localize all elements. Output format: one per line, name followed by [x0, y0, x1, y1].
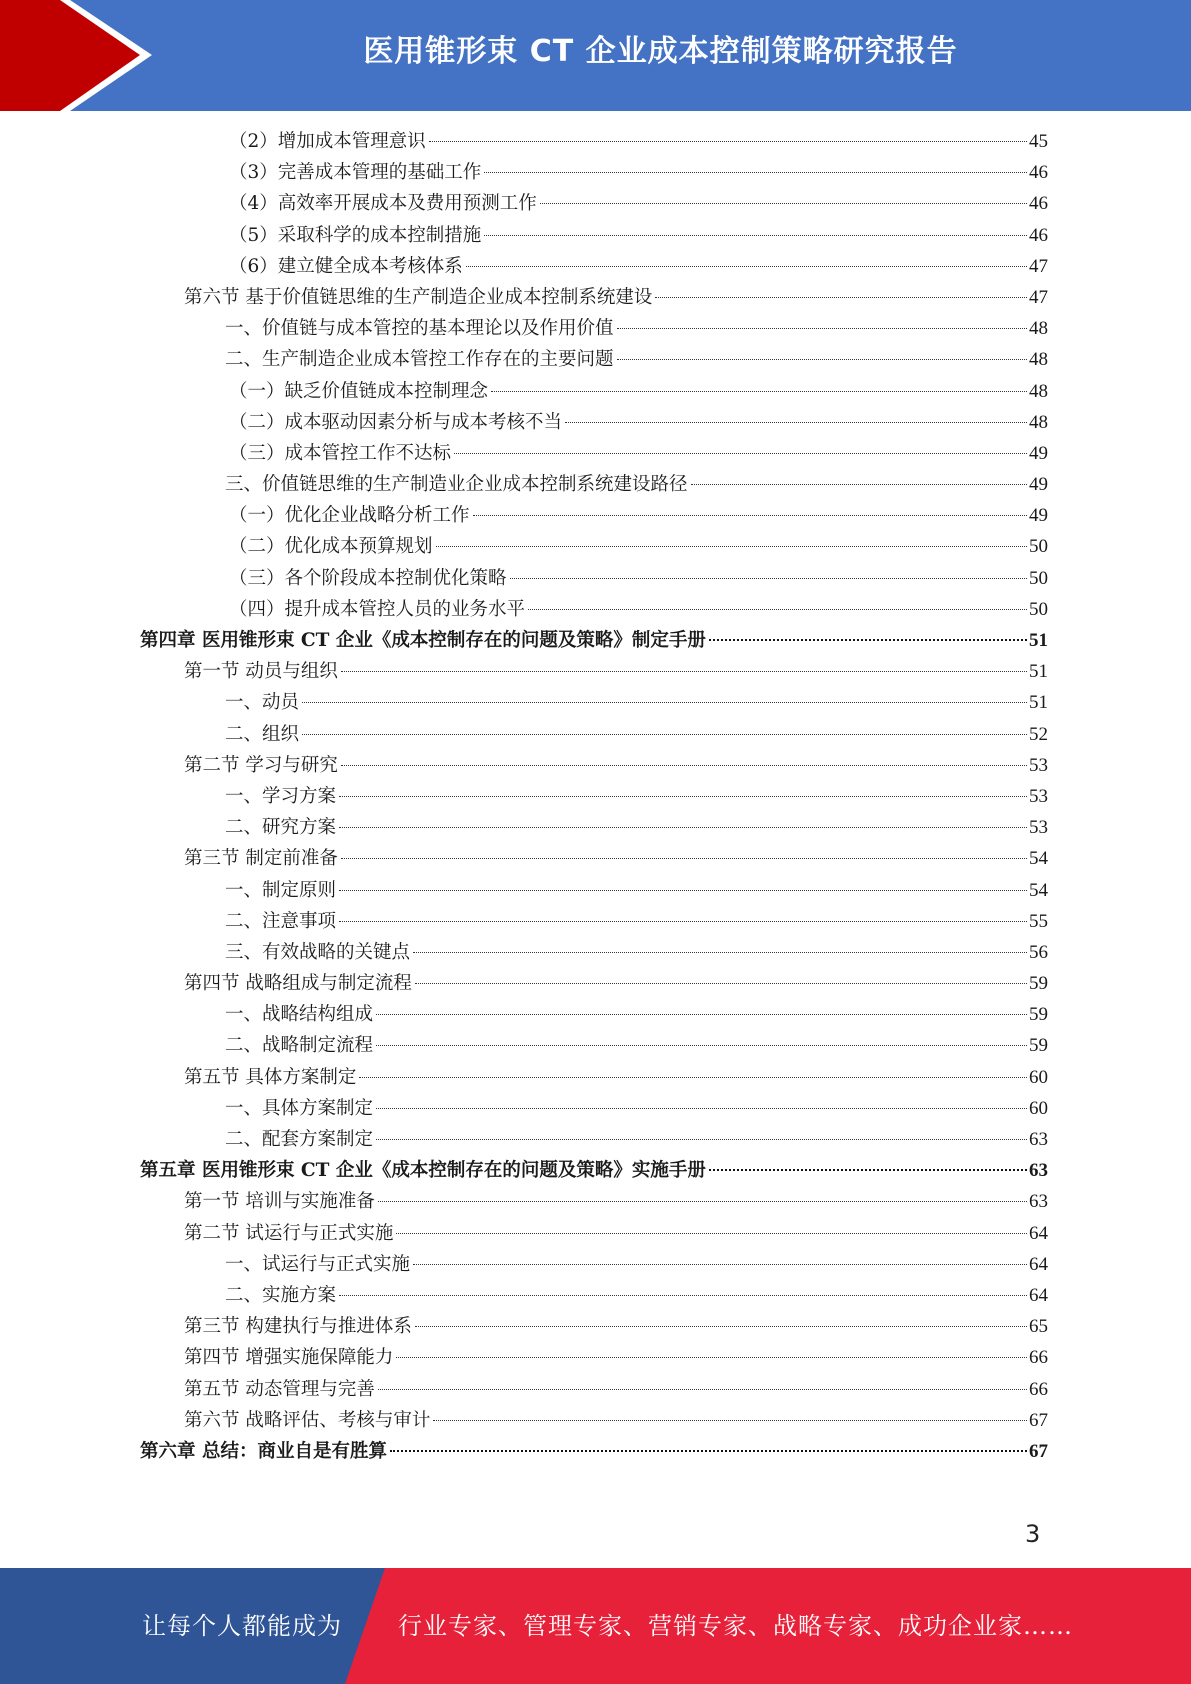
toc-leader-dots — [302, 702, 1027, 703]
toc-leader-dots — [339, 1295, 1027, 1296]
toc-entry-page: 60 — [1029, 1097, 1048, 1119]
toc-leader-dots — [376, 1014, 1027, 1015]
toc-entry-page: 65 — [1029, 1316, 1048, 1338]
toc-entry-label: 第三节 制定前准备 — [184, 848, 338, 870]
toc-entry-label: 第四节 增强实施保障能力 — [184, 1347, 394, 1369]
toc-entry[interactable] — [140, 1031, 1048, 1062]
toc-entry-label: （一）缺乏价值链成本控制理念 — [229, 380, 489, 402]
toc-leader-dots — [341, 858, 1027, 859]
toc-entry[interactable] — [140, 1125, 1048, 1156]
toc-entry[interactable] — [140, 1375, 1048, 1406]
toc-leader-dots — [565, 422, 1027, 423]
toc-entry-page: 59 — [1029, 973, 1048, 995]
toc-entry-label: 一、动员 — [225, 692, 300, 714]
toc-leader-dots — [454, 453, 1027, 454]
toc-entry-label: 三、有效战略的关键点 — [225, 941, 411, 963]
toc-leader-dots — [436, 546, 1027, 547]
toc-entry-label: 二、组织 — [225, 723, 300, 745]
toc-entry-label: 二、实施方案 — [225, 1284, 337, 1306]
toc-entry[interactable] — [140, 1343, 1048, 1374]
toc-entry-page: 55 — [1029, 910, 1048, 932]
toc-leader-dots — [339, 890, 1027, 891]
toc-leader-dots — [433, 1420, 1027, 1421]
toc-entry[interactable] — [140, 688, 1048, 719]
toc-leader-dots — [691, 484, 1027, 485]
toc-entry-label: 第五节 具体方案制定 — [184, 1066, 357, 1088]
toc-entry-page: 56 — [1029, 941, 1048, 963]
toc-entry-page: 67 — [1029, 1409, 1048, 1431]
toc-entry-page: 63 — [1029, 1191, 1048, 1213]
table-of-contents — [140, 127, 1048, 1468]
toc-entry-page: 67 — [1029, 1440, 1048, 1462]
toc-leader-dots — [709, 1169, 1027, 1171]
toc-leader-dots — [396, 1233, 1027, 1234]
toc-entry-label: 第二节 学习与研究 — [184, 754, 338, 776]
toc-entry[interactable] — [140, 345, 1048, 376]
toc-entry[interactable] — [140, 751, 1048, 782]
toc-entry-page: 53 — [1029, 817, 1048, 839]
toc-entry[interactable] — [140, 1250, 1048, 1281]
toc-leader-dots — [341, 671, 1027, 672]
toc-entry-label: （二）成本驱动因素分析与成本考核不当 — [229, 411, 563, 433]
toc-entry-label: 第四节 战略组成与制定流程 — [184, 973, 412, 995]
toc-entry-label: 一、学习方案 — [225, 785, 337, 807]
footer-slogan-left: 让每个人都能成为 — [142, 1612, 342, 1640]
toc-entry-page: 46 — [1029, 193, 1048, 215]
toc-entry-page: 50 — [1029, 567, 1048, 589]
toc-entry-label: （一）优化企业战略分析工作 — [229, 505, 470, 527]
toc-entry-page: 59 — [1029, 1004, 1048, 1026]
toc-leader-dots — [339, 796, 1027, 797]
toc-entry[interactable] — [140, 876, 1048, 907]
toc-entry-label: 一、战略结构组成 — [225, 1004, 374, 1026]
toc-entry-label: （5）采取科学的成本控制措施 — [229, 224, 482, 246]
toc-leader-dots — [378, 1389, 1027, 1390]
toc-entry[interactable] — [140, 938, 1048, 969]
toc-entry[interactable] — [140, 1437, 1048, 1468]
toc-leader-dots — [617, 328, 1027, 329]
toc-leader-dots — [510, 578, 1027, 579]
toc-leader-dots — [413, 952, 1027, 953]
toc-entry[interactable] — [140, 813, 1048, 844]
toc-entry[interactable] — [140, 252, 1048, 283]
toc-leader-dots — [359, 1077, 1027, 1078]
toc-entry-label: （6）建立健全成本考核体系 — [229, 255, 463, 277]
toc-entry[interactable] — [140, 1063, 1048, 1094]
toc-entry-label: 一、试运行与正式实施 — [225, 1253, 411, 1275]
toc-leader-dots — [617, 359, 1027, 360]
toc-entry-label: 二、生产制造企业成本管控工作存在的主要问题 — [225, 349, 614, 371]
toc-entry-page: 51 — [1029, 692, 1048, 714]
toc-entry-page: 53 — [1029, 754, 1048, 776]
toc-entry-page: 64 — [1029, 1222, 1048, 1244]
toc-entry[interactable] — [140, 221, 1048, 252]
toc-leader-dots — [339, 827, 1027, 828]
toc-entry-page: 48 — [1029, 318, 1048, 340]
footer-slogan-right: 行业专家、管理专家、营销专家、战略专家、成功企业家…… — [398, 1612, 1073, 1640]
toc-entry-label: 二、注意事项 — [225, 910, 337, 932]
toc-entry-page: 46 — [1029, 162, 1048, 184]
toc-entry-label: 一、制定原则 — [225, 879, 337, 901]
toc-entry[interactable] — [140, 564, 1048, 595]
toc-entry-label: 第五节 动态管理与完善 — [184, 1378, 375, 1400]
toc-entry-page: 49 — [1029, 442, 1048, 464]
toc-entry-label: （三）成本管控工作不达标 — [229, 442, 452, 464]
toc-entry[interactable] — [140, 1406, 1048, 1437]
toc-entry[interactable] — [140, 377, 1048, 408]
toc-entry-label: 第四章 医用锥形束 CT 企业《成本控制存在的问题及策略》制定手册 — [140, 630, 706, 651]
toc-entry-label: 一、价值链与成本管控的基本理论以及作用价值 — [225, 318, 614, 340]
toc-entry-page: 51 — [1029, 630, 1048, 651]
toc-leader-dots — [491, 391, 1027, 392]
toc-entry-page: 49 — [1029, 474, 1048, 496]
toc-leader-dots — [376, 1045, 1027, 1046]
toc-entry-page: 47 — [1029, 255, 1048, 277]
toc-entry-label: 第六节 基于价值链思维的生产制造企业成本控制系统建设 — [184, 286, 653, 308]
toc-entry-label: 第二节 试运行与正式实施 — [184, 1222, 394, 1244]
toc-entry-label: （三）各个阶段成本控制优化策略 — [229, 567, 507, 589]
toc-entry[interactable] — [140, 439, 1048, 470]
toc-entry[interactable] — [140, 720, 1048, 751]
toc-entry-label: 第五章 医用锥形束 CT 企业《成本控制存在的问题及策略》实施手册 — [140, 1160, 706, 1182]
toc-leader-dots — [390, 1450, 1027, 1452]
toc-leader-dots — [429, 141, 1027, 142]
toc-entry[interactable] — [140, 189, 1048, 220]
toc-entry-page: 63 — [1029, 1129, 1048, 1150]
toc-leader-dots — [709, 639, 1027, 641]
toc-leader-dots — [473, 515, 1027, 516]
toc-leader-dots — [376, 1108, 1027, 1109]
toc-entry-page: 54 — [1029, 848, 1048, 870]
toc-entry-label: 第一节 动员与组织 — [184, 661, 338, 683]
toc-entry[interactable] — [140, 1156, 1048, 1187]
toc-entry[interactable] — [140, 1281, 1048, 1312]
toc-leader-dots — [341, 765, 1027, 766]
toc-entry[interactable] — [140, 969, 1048, 1000]
toc-entry-page: 50 — [1029, 536, 1048, 558]
toc-entry[interactable] — [140, 595, 1048, 626]
toc-entry-page: 53 — [1029, 785, 1048, 807]
toc-leader-dots — [528, 609, 1027, 610]
toc-entry[interactable] — [140, 907, 1048, 938]
toc-entry[interactable] — [140, 532, 1048, 563]
toc-entry-label: （四）提升成本管控人员的业务水平 — [229, 598, 526, 620]
toc-leader-dots — [415, 983, 1027, 984]
toc-entry-page: 47 — [1029, 286, 1048, 308]
toc-leader-dots — [302, 734, 1027, 735]
toc-entry-page: 49 — [1029, 505, 1048, 527]
toc-entry-page: 60 — [1029, 1066, 1048, 1088]
page-number: 3 — [1025, 1520, 1041, 1548]
toc-entry-page: 64 — [1029, 1253, 1048, 1275]
toc-entry[interactable] — [140, 408, 1048, 439]
toc-entry-page: 54 — [1029, 879, 1048, 901]
toc-entry[interactable] — [140, 501, 1048, 532]
toc-entry-label: 三、价值链思维的生产制造业企业成本控制系统建设路径 — [225, 474, 688, 496]
toc-leader-dots — [376, 1139, 1027, 1140]
toc-entry-label: （2）增加成本管理意识 — [229, 131, 426, 152]
toc-leader-dots — [655, 297, 1027, 298]
toc-leader-dots — [540, 203, 1027, 204]
page-footer — [0, 1568, 1191, 1684]
toc-entry[interactable] — [140, 844, 1048, 875]
toc-entry-page: 48 — [1029, 380, 1048, 402]
toc-entry-page: 59 — [1029, 1035, 1048, 1057]
toc-entry[interactable] — [140, 1000, 1048, 1031]
toc-leader-dots — [484, 172, 1027, 173]
toc-leader-dots — [415, 1326, 1027, 1327]
toc-entry[interactable] — [140, 1219, 1048, 1250]
page-header — [0, 0, 1191, 111]
toc-entry-page: 45 — [1029, 131, 1048, 152]
toc-entry-label: 第六节 战略评估、考核与审计 — [184, 1409, 431, 1431]
toc-entry-label: 二、配套方案制定 — [225, 1129, 374, 1150]
toc-entry-label: 第六章 总结：商业自是有胜算 — [140, 1440, 387, 1462]
toc-entry-label: 二、战略制定流程 — [225, 1035, 374, 1057]
toc-entry-page: 63 — [1029, 1160, 1048, 1182]
report-title: 医用锥形束 CT 企业成本控制策略研究报告 — [363, 34, 958, 69]
toc-entry-page: 48 — [1029, 411, 1048, 433]
toc-entry-label: （3）完善成本管理的基础工作 — [229, 162, 482, 184]
toc-entry-label: 第三节 构建执行与推进体系 — [184, 1316, 412, 1338]
toc-entry-label: （二）优化成本预算规划 — [229, 536, 433, 558]
toc-entry-page: 46 — [1029, 224, 1048, 246]
toc-entry-page: 66 — [1029, 1347, 1048, 1369]
toc-entry-page: 48 — [1029, 349, 1048, 371]
toc-entry[interactable] — [140, 1312, 1048, 1343]
toc-entry[interactable] — [140, 1094, 1048, 1125]
toc-leader-dots — [339, 921, 1027, 922]
toc-entry[interactable] — [140, 1187, 1048, 1218]
toc-leader-dots — [378, 1201, 1027, 1202]
toc-entry-page: 66 — [1029, 1378, 1048, 1400]
toc-entry-page: 51 — [1029, 661, 1048, 683]
toc-entry[interactable] — [140, 283, 1048, 314]
toc-entry-page: 64 — [1029, 1284, 1048, 1306]
toc-entry[interactable] — [140, 657, 1048, 688]
toc-leader-dots — [413, 1264, 1027, 1265]
toc-entry[interactable] — [140, 127, 1048, 158]
toc-entry-label: 第一节 培训与实施准备 — [184, 1191, 375, 1213]
toc-entry-page: 52 — [1029, 723, 1048, 745]
toc-leader-dots — [484, 235, 1027, 236]
toc-entry[interactable] — [140, 314, 1048, 345]
toc-entry-label: （4）高效率开展成本及费用预测工作 — [229, 193, 537, 215]
toc-entry[interactable] — [140, 158, 1048, 189]
toc-entry-label: 二、研究方案 — [225, 817, 337, 839]
toc-entry-page: 50 — [1029, 598, 1048, 620]
toc-entry-label: 一、具体方案制定 — [225, 1097, 374, 1119]
toc-entry[interactable] — [140, 782, 1048, 813]
toc-leader-dots — [396, 1357, 1027, 1358]
toc-entry[interactable] — [140, 626, 1048, 657]
toc-leader-dots — [466, 266, 1027, 267]
toc-entry[interactable] — [140, 470, 1048, 501]
